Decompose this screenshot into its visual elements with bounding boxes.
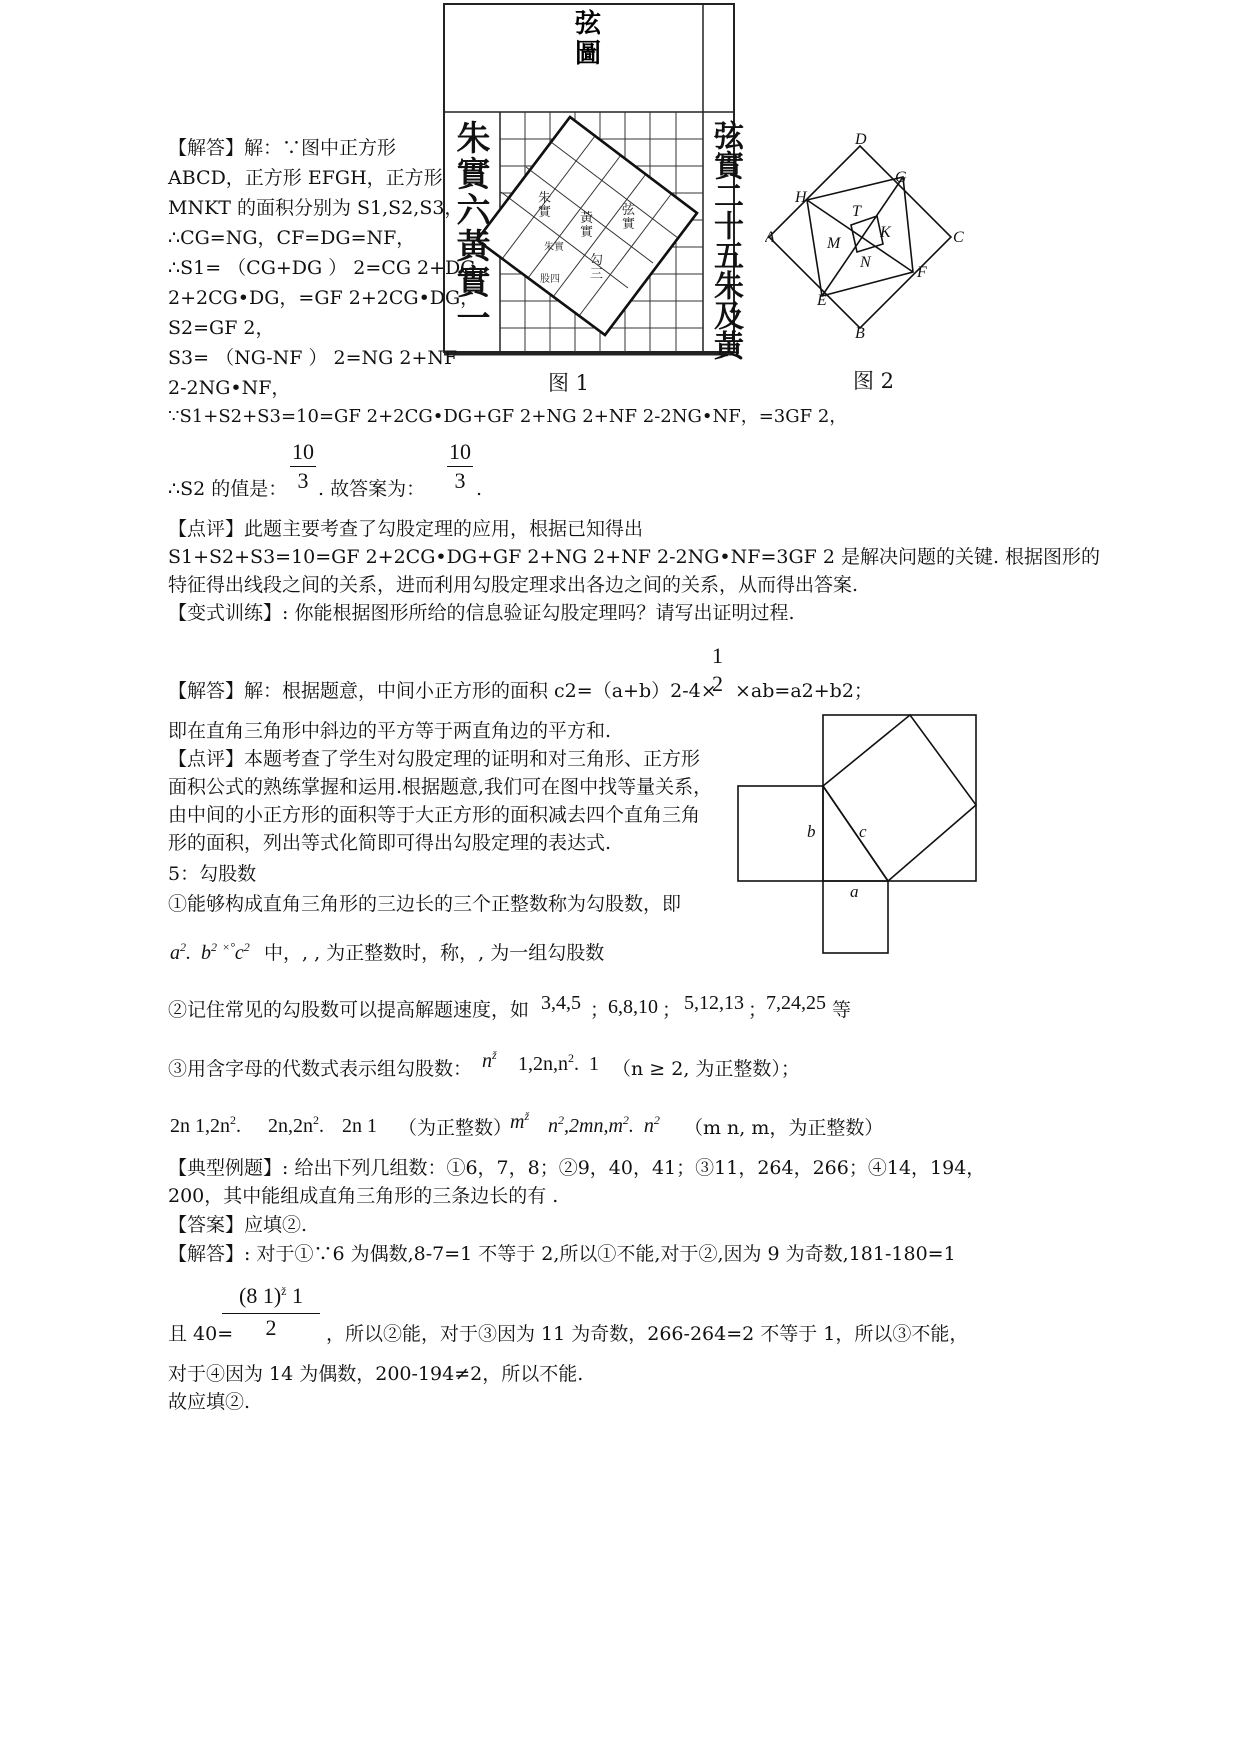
svg-text:F: F bbox=[917, 264, 927, 281]
b1-frac-1: $\frac{10}{3}$ bbox=[292, 439, 314, 493]
b3-line: 由中间的小正方形的面积等于大正方形的面积减去四个直角三角 bbox=[168, 804, 701, 826]
fig2-caption: 图 2 bbox=[853, 369, 895, 393]
svg-text:T: T bbox=[852, 203, 861, 220]
b3-answer-prefix: 【解答】解：根据题意，中间小正方形的面积 c2=（a+b）2-4× bbox=[168, 680, 717, 702]
svg-text:G: G bbox=[895, 169, 907, 186]
b1-answer-mid: . 故答案为： bbox=[318, 478, 426, 500]
figure2-square-diagram bbox=[765, 130, 975, 350]
b1-line: MNKT 的面积分别为 S1,S2,S3， bbox=[168, 197, 464, 219]
svg-text:E: E bbox=[817, 292, 827, 309]
b5-line: 故应填②. bbox=[168, 1391, 251, 1413]
b5-line: 200，其中能组成直角三角形的三条边长的有 . bbox=[168, 1185, 559, 1207]
svg-text:H: H bbox=[795, 189, 807, 206]
b5-line: 【解答】: 对于①∵6 为偶数,8-7=1 不等于 2,所以①不能,对于②,因为 9 为奇数,181-180=1 bbox=[168, 1243, 956, 1265]
b3-frac: 1 2 bbox=[712, 643, 723, 696]
b4-line4-b: $2n,2n^2$. bbox=[268, 1113, 334, 1137]
svg-text:實: 實 bbox=[538, 205, 552, 220]
b2-line: 【变式训练】: 你能根据图形所给的信息验证勾股定理吗？请写出证明过程. bbox=[168, 602, 795, 624]
b4-triple: 7,24,25 bbox=[766, 992, 826, 1014]
b4-triple: 5,12,13 bbox=[684, 992, 744, 1014]
b5-line-prefix: 且 40= bbox=[168, 1323, 234, 1345]
b3-line: 面积公式的熟练掌握和运用.根据题意,我们可在图中找等量关系， bbox=[168, 776, 713, 798]
fig1-header: 弦 bbox=[574, 9, 602, 39]
b4-line2-prefix: ②记住常见的勾股数可以提高解题速度，如 bbox=[168, 999, 530, 1021]
b1-s2-prefix: ∴S2 的值是： bbox=[168, 478, 288, 500]
b4-line3-prefix: ③用含字母的代数式表示组勾股数： bbox=[168, 1058, 473, 1080]
svg-text:D: D bbox=[855, 131, 867, 148]
fig3-label-a: a bbox=[850, 882, 859, 901]
b1-answer-end: . bbox=[476, 478, 483, 500]
fig2-point-labels bbox=[765, 131, 964, 342]
b4-triple: 3,4,5 bbox=[541, 992, 581, 1014]
b3-formula-text: 中，, , 为正整数时，称，, 为一组勾股数 bbox=[264, 942, 605, 964]
svg-text:朱: 朱 bbox=[538, 191, 552, 206]
b1-line: 2-2NG•NF， bbox=[168, 377, 291, 399]
b2-line: 特征得出线段之间的关系，进而利用勾股定理求出各边之间的关系，从而得出答案. bbox=[168, 574, 859, 596]
b4-sep: ； bbox=[748, 999, 768, 1021]
svg-text:M: M bbox=[827, 235, 841, 252]
b4-line2-suffix: 等 bbox=[832, 999, 852, 1021]
b3-formula-abc: $a^2$. $b^2$ $^{\times^\circ}c^2$ bbox=[170, 940, 250, 964]
b4-line4-a: 2n $1,2n^2$. bbox=[170, 1113, 251, 1137]
b1-line: ABCD，正方形 EFGH，正方形 bbox=[168, 167, 443, 189]
b5-line-suffix: ，所以②能，对于③因为 11 为奇数，266-264=2 不等于 1，所以③不能， bbox=[326, 1323, 969, 1345]
b4-line4-note1: （为正整数） bbox=[398, 1117, 513, 1139]
svg-text:圖: 圖 bbox=[574, 39, 602, 69]
fig3-label-b: b bbox=[807, 822, 816, 841]
b3-line: ①能够构成直角三角形的三边长的三个正整数称为勾股数，即 bbox=[168, 893, 682, 915]
b4-line4-d: $n^2,2mn,m^2$. $n^2$ bbox=[548, 1113, 660, 1137]
b4-sep: ； bbox=[590, 999, 610, 1021]
b3-line: 【点评】本题考查了学生对勾股定理的证明和对三角形、正方形 bbox=[168, 748, 701, 770]
b5-line: 【答案】应填②. bbox=[168, 1214, 308, 1236]
b4-line4-c: 2n 1 bbox=[342, 1115, 377, 1137]
svg-text:實: 實 bbox=[622, 217, 636, 232]
b2-line: 【点评】此题主要考查了勾股定理的应用，根据已知得出 bbox=[168, 518, 644, 540]
b4-m-sym: $m^ž$ bbox=[510, 1109, 530, 1133]
b1-line: 【解答】解：∵图中正方形 bbox=[168, 137, 397, 159]
figure3-squares-diagram bbox=[735, 713, 985, 958]
b1-line: ∴CG=NG，CF=DG=NF， bbox=[168, 227, 416, 249]
b3-line: 5：勾股数 bbox=[168, 863, 257, 885]
svg-text:A: A bbox=[765, 229, 775, 246]
b4-sep: ； bbox=[662, 999, 682, 1021]
svg-text:弦: 弦 bbox=[622, 203, 636, 218]
svg-text:黃: 黃 bbox=[580, 211, 594, 226]
b4-line3-formula: $1,2n,n^2$. 1 bbox=[518, 1051, 599, 1075]
svg-text:朱實: 朱實 bbox=[544, 242, 564, 253]
b4-triple: 6,8,10 bbox=[608, 996, 658, 1018]
b4-line3-cond: （n ≥ 2, 为正整数）； bbox=[612, 1058, 800, 1080]
b4-line4-note2: （m n, m，为正整数） bbox=[684, 1117, 884, 1139]
svg-text:B: B bbox=[855, 325, 865, 342]
b1-line: ∴S1= （CG+DG ） 2=CG 2+DG bbox=[168, 257, 476, 279]
b1-line: S3= （NG-NF ） 2=NG 2+NF bbox=[168, 347, 458, 369]
b3-line: 形的面积，列出等式化简即可得出勾股定理的表达式. bbox=[168, 832, 612, 854]
b5-frac: $\frac{(8 1)^ž 1}{2}$ bbox=[222, 1282, 320, 1342]
b1-line: S2=GF 2， bbox=[168, 317, 275, 339]
b1-sum-line: ∵S1+S2+S3=10=GF 2+2CG•DG+GF 2+NG 2+NF 2-2NG•NF，=3GF 2， bbox=[168, 406, 848, 427]
b5-line: 【典型例题】: 给出下列几组数：①6，7，8；②9，40，41；③11，264，266；④14，194， bbox=[168, 1157, 986, 1179]
b3-answer-suffix: ×ab=a2+b2； bbox=[735, 680, 873, 702]
b3-line: 即在直角三角形中斜边的平方等于两直角边的平方和. bbox=[168, 720, 612, 742]
b1-frac-2: $\frac{10}{3}$ bbox=[449, 439, 471, 493]
b2-line: S1+S2+S3=10=GF 2+2CG•DG+GF 2+NG 2+NF 2-2NG•NF=3GF 2 是解决问题的关键. 根据图形的 bbox=[168, 546, 1101, 568]
svg-text:股四: 股四 bbox=[540, 274, 560, 285]
svg-text:N: N bbox=[860, 254, 871, 271]
fig1-right-text: 弦實二十五朱及黃 bbox=[708, 120, 743, 360]
fig3-label-c: c bbox=[859, 822, 867, 841]
fig1-caption: 图 1 bbox=[548, 371, 590, 395]
svg-text:C: C bbox=[953, 229, 964, 246]
fig1-left-text: 朱實六黃實一 bbox=[450, 120, 490, 336]
b5-line: 对于④因为 14 为偶数，200-194≠2，所以不能. bbox=[168, 1363, 584, 1385]
svg-text:勾: 勾 bbox=[590, 253, 604, 268]
b4-n-sym: $n^ž$ bbox=[482, 1048, 497, 1072]
svg-text:三: 三 bbox=[590, 267, 604, 282]
svg-text:實: 實 bbox=[580, 225, 594, 240]
svg-text:K: K bbox=[880, 224, 891, 241]
b1-line: 2+2CG•DG，=GF 2+2CG•DG， bbox=[168, 287, 480, 309]
